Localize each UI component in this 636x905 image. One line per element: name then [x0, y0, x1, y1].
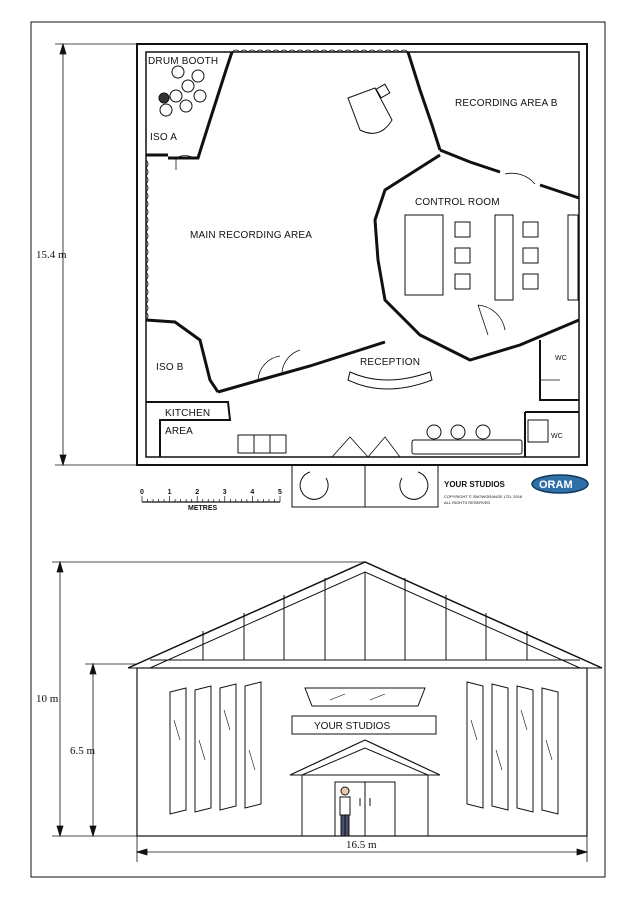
scale-bar-number: 5 [278, 489, 282, 496]
scale-bar-number: 2 [195, 489, 200, 496]
depth-arrow-bottom [60, 455, 66, 465]
mixing-desk [405, 215, 443, 295]
grand-piano [348, 88, 392, 133]
width-arrow-right [577, 849, 587, 855]
entrance-door-left [332, 437, 368, 457]
rec-b-lower-wall-right [540, 185, 579, 198]
porch-plan [292, 465, 438, 507]
table-3 [476, 425, 490, 439]
rec-b-lower-wall [440, 150, 500, 172]
drum-1 [170, 90, 182, 102]
wall-height-label: 6.5 m [70, 745, 96, 757]
front-elevation [128, 562, 602, 836]
label-control-room: CONTROL ROOM [415, 197, 500, 208]
scale-bar [140, 489, 282, 512]
height-total-arrow-top [57, 562, 63, 572]
window-left-1 [170, 688, 186, 814]
drum-7 [180, 100, 192, 112]
scale-bar-number: 1 [167, 489, 172, 496]
porch-door-swing-right [400, 472, 428, 499]
kitchen-unit-2 [254, 435, 270, 453]
porch-door-swing-left [300, 472, 328, 499]
glint-6 [496, 750, 502, 770]
label-area: AREA [165, 426, 194, 437]
glint-4 [249, 750, 255, 770]
window-right-4 [542, 688, 558, 814]
control-speaker-1 [455, 222, 470, 237]
acoustic-curtain-left [146, 160, 148, 320]
facade-sign-text: YOUR STUDIOS [314, 721, 391, 732]
rights-line: ALL RIGHTS RESERVED [444, 500, 491, 505]
drum-2 [182, 80, 194, 92]
glint-2 [199, 740, 205, 760]
label-wc-1: WC [555, 355, 568, 362]
kitchen-unit-3 [270, 435, 286, 453]
oram-logo-text: ORAM [539, 479, 573, 491]
wall-height-arrow-top [90, 664, 96, 674]
branding [444, 475, 588, 505]
control-room-wall [375, 155, 579, 360]
window-right-2 [492, 684, 508, 810]
skylight-panel [305, 688, 425, 706]
wc-wall-1 [540, 340, 579, 400]
entrance-door-right [368, 437, 400, 457]
control-speaker-6 [523, 274, 538, 289]
studio-name-plan: YOUR STUDIOS [444, 480, 505, 489]
rec-b-door [505, 173, 535, 184]
control-speaker-5 [523, 248, 538, 263]
window-left-4 [245, 682, 261, 808]
height-total-arrow-bottom [57, 826, 63, 836]
drum-4 [172, 66, 184, 78]
person-head [341, 787, 349, 795]
wall-height-arrow-bottom [90, 826, 96, 836]
person-leg-right [345, 815, 349, 836]
lounge-sofa [412, 440, 522, 454]
person-shirt [340, 797, 350, 815]
wc-fixture [528, 420, 548, 442]
window-glints [174, 710, 552, 770]
scale-bar-number: 0 [140, 489, 144, 496]
control-sofa [568, 215, 578, 300]
person-leg-left [341, 815, 345, 836]
iso-b-wall [146, 320, 218, 392]
label-main-recording-area: MAIN RECORDING AREA [190, 230, 313, 241]
window-right-3 [517, 686, 533, 812]
table-2 [451, 425, 465, 439]
window-left-2 [195, 686, 211, 812]
window-right-1 [467, 682, 483, 808]
window-left-3 [220, 684, 236, 810]
label-recording-area-b: RECORDING AREA B [455, 98, 558, 109]
control-room-door [478, 305, 488, 335]
porch-roof-inner [302, 748, 428, 775]
label-reception: RECEPTION [360, 357, 421, 368]
skylight-glint-2 [370, 694, 385, 700]
height-total-label: 10 m [36, 693, 59, 705]
reception-desk [348, 372, 432, 389]
skylight-glint-1 [330, 694, 345, 700]
control-speaker-4 [523, 222, 538, 237]
depth-dimension [55, 44, 137, 465]
elevation-dimensions [52, 562, 587, 862]
glint-5 [471, 720, 477, 740]
porch-roof-outer [290, 740, 440, 775]
scale-bar-number: 3 [222, 489, 227, 496]
depth-label: 15.4 m [36, 249, 67, 261]
label-drum-booth: DRUM BOOTH [148, 56, 219, 67]
width-label: 16.5 m [346, 839, 377, 851]
table-1 [427, 425, 441, 439]
copyright-line: COPYRIGHT © SNOWGRANGE LTD. 2016 [444, 494, 523, 499]
width-arrow-left [137, 849, 147, 855]
drum-5 [194, 90, 206, 102]
label-kitchen: KITCHEN [165, 408, 211, 419]
drum-6 [160, 104, 172, 116]
depth-arrow-top [60, 44, 66, 54]
glint-7 [521, 710, 527, 730]
building-facade [137, 668, 587, 836]
drum-3 [192, 70, 204, 82]
scale-bar-number: 4 [250, 489, 255, 496]
piano-stool [376, 84, 390, 98]
glint-1 [174, 720, 180, 740]
glint-8 [546, 740, 552, 760]
person-figure [340, 787, 350, 836]
label-iso-b: ISO B [156, 362, 184, 373]
drum-kick [159, 93, 169, 103]
label-iso-a: ISO A [150, 132, 178, 143]
control-speaker-3 [455, 274, 470, 289]
producer-desk [495, 215, 513, 300]
kitchen-unit-1 [238, 435, 254, 453]
rec-b-wall [408, 52, 440, 150]
label-wc-2: WC [551, 433, 564, 440]
scale-bar-unit: METRES [188, 505, 218, 512]
control-speaker-2 [455, 248, 470, 263]
sheet-frame [31, 22, 605, 877]
scale-bar-ticks [140, 489, 282, 502]
glint-3 [224, 710, 230, 730]
drum-booth-wall [168, 52, 232, 158]
